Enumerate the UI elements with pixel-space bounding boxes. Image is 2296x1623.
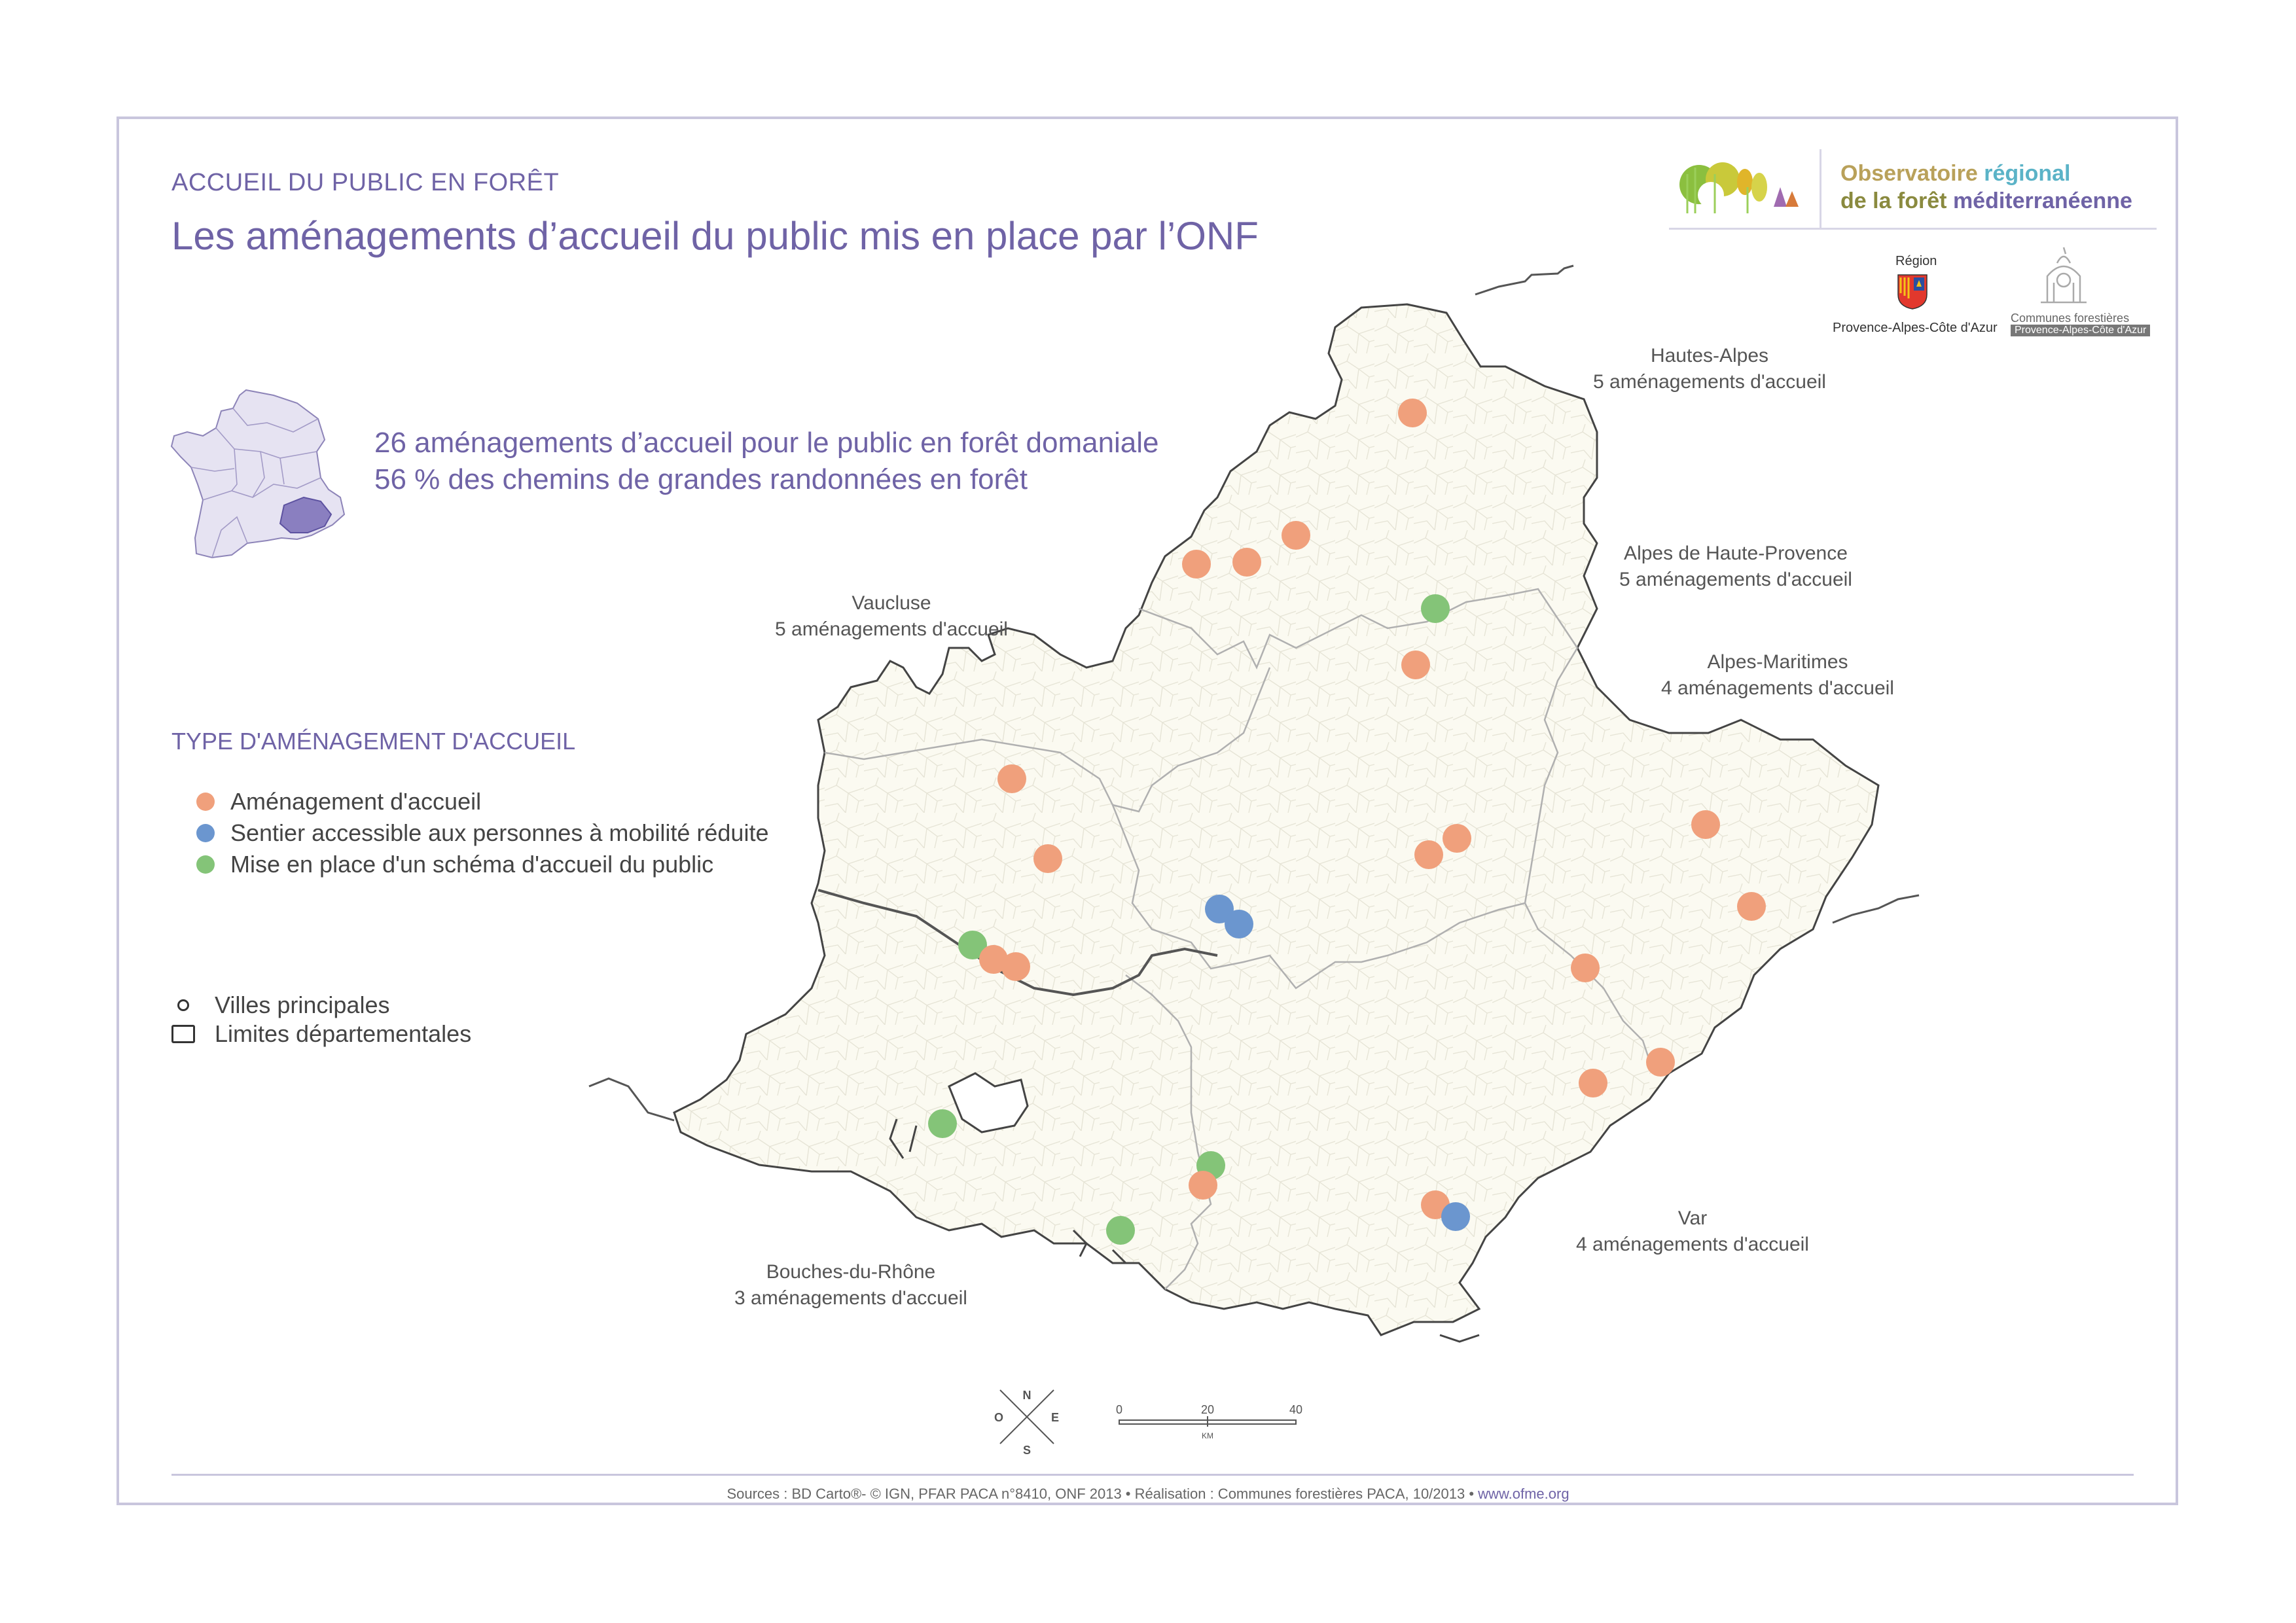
region-name: Hautes-Alpes xyxy=(1650,345,1769,366)
legend-label: Mise en place d'un schéma d'accueil du public xyxy=(230,851,714,878)
brand-word-1: Observatoire xyxy=(1840,161,1978,186)
region-name: Alpes-Maritimes xyxy=(1707,651,1848,673)
department-border-icon xyxy=(171,1025,195,1043)
schema-accueil-point xyxy=(1421,594,1450,623)
scale-tick-0: 0 xyxy=(1115,1403,1123,1416)
region-name: Bouches-du-Rhône xyxy=(766,1261,936,1283)
compass-n: N xyxy=(1022,1389,1031,1402)
region-label-var xyxy=(1576,1205,1809,1258)
schema-accueil-point xyxy=(928,1109,957,1138)
legend-label: Aménagement d'accueil xyxy=(230,788,482,815)
amenagement-point xyxy=(1232,548,1261,577)
footer-rule xyxy=(171,1474,2134,1476)
blue-dot-icon xyxy=(196,824,215,842)
border-italy-north xyxy=(1475,266,1573,294)
legend-item-amenagement xyxy=(196,787,481,817)
schema-accueil-point xyxy=(1106,1216,1135,1245)
amenagement-point xyxy=(1033,844,1062,873)
region-label-bouches-du-rhone xyxy=(734,1259,967,1311)
legend-item-sentier xyxy=(196,818,768,848)
region-name: Alpes de Haute-Provence xyxy=(1624,543,1848,564)
region-count: 3 aménagements d'accueil xyxy=(734,1287,967,1309)
communes-label-bottom: Provence-Alpes-Côte d'Azur xyxy=(2011,325,2150,336)
brand-word-2: régional xyxy=(1984,161,2071,186)
amenagement-point xyxy=(1189,1171,1217,1200)
legend-title: TYPE D'AMÉNAGEMENT D'ACCUEIL xyxy=(171,728,576,755)
compass-s: S xyxy=(1022,1444,1031,1457)
stat-amenagements: 26 aménagements d’accueil pour le public en forêt domaniale xyxy=(374,427,1159,459)
amenagement-point xyxy=(1398,399,1427,427)
sentier-pmr-point xyxy=(1225,910,1253,938)
amenagement-point xyxy=(997,764,1026,793)
compass-e: E xyxy=(1050,1411,1060,1424)
section-kicker: ACCUEIL DU PUBLIC EN FORÊT xyxy=(171,169,560,196)
legend-label: Sentier accessible aux personnes à mobilité réduite xyxy=(230,819,769,846)
amenagement-point xyxy=(1282,521,1310,550)
region-label-alpes-haute-provence xyxy=(1619,541,1852,593)
amenagement-point xyxy=(1737,892,1766,921)
brand-word-4: méditerranéenne xyxy=(1952,188,2132,213)
legend-item-villes xyxy=(171,991,389,1020)
stat-chemins: 56 % des chemins de grandes randonnées en forêt xyxy=(374,463,1028,495)
page-title: Les aménagements d’accueil du public mis en place par l’ONF xyxy=(171,214,1259,258)
scale-unit: KM xyxy=(1202,1431,1213,1440)
amenagement-point xyxy=(1401,651,1430,679)
amenagement-point xyxy=(1579,1069,1607,1097)
amenagement-point xyxy=(1571,954,1600,982)
amenagement-point xyxy=(1001,952,1030,981)
green-dot-icon xyxy=(196,855,215,874)
region-count: 5 aménagements d'accueil xyxy=(775,618,1008,640)
scale-tick-40: 40 xyxy=(1289,1403,1303,1416)
rhone-west-line xyxy=(589,1079,674,1120)
amenagement-point xyxy=(1691,810,1720,839)
scale-bar xyxy=(1116,1403,1302,1440)
region-label-top: Région xyxy=(1895,254,1937,268)
compass-o: O xyxy=(994,1411,1004,1424)
legend-label: Villes principales xyxy=(215,991,390,1018)
communes-label-top: Communes forestières xyxy=(2011,312,2130,325)
region-count: 4 aménagements d'accueil xyxy=(1576,1234,1809,1255)
city-marker-icon xyxy=(177,999,189,1011)
amenagement-point xyxy=(1443,824,1471,853)
legend-item-limites xyxy=(171,1020,471,1048)
amenagement-point xyxy=(1182,550,1211,579)
region-count: 5 aménagements d'accueil xyxy=(1619,569,1852,590)
legend-label: Limites départementales xyxy=(215,1020,472,1047)
region-label-bottom: Provence-Alpes-Côte d'Azur xyxy=(1833,321,1998,335)
scale-tick-20: 20 xyxy=(1200,1403,1215,1416)
border-italy-east xyxy=(1833,895,1919,923)
brand-word-3: de la forêt xyxy=(1840,188,1947,213)
region-count: 5 aménagements d'accueil xyxy=(1593,371,1826,393)
region-label-hautes-alpes xyxy=(1593,343,1826,395)
footer-text: Sources : BD Carto®- © IGN, PFAR PACA n°8410, ONF 2013 • Réalisation : Communes forestières PACA, 10/2013 • xyxy=(726,1486,1479,1502)
compass-rose xyxy=(994,1389,1059,1457)
footer-link[interactable]: www.ofme.org xyxy=(1478,1486,1570,1502)
region-label-alpes-maritimes xyxy=(1661,649,1894,702)
legend-item-schema xyxy=(196,849,713,880)
amenagement-point xyxy=(1646,1048,1675,1077)
sentier-pmr-point xyxy=(1441,1202,1470,1231)
region-label-vaucluse xyxy=(775,590,1008,643)
region-name: Var xyxy=(1677,1207,1708,1229)
orange-dot-icon xyxy=(196,793,215,811)
amenagement-point xyxy=(1414,840,1443,869)
region-count: 4 aménagements d'accueil xyxy=(1661,677,1894,699)
footer-sources xyxy=(0,1486,2296,1503)
region-name: Vaucluse xyxy=(852,592,931,614)
